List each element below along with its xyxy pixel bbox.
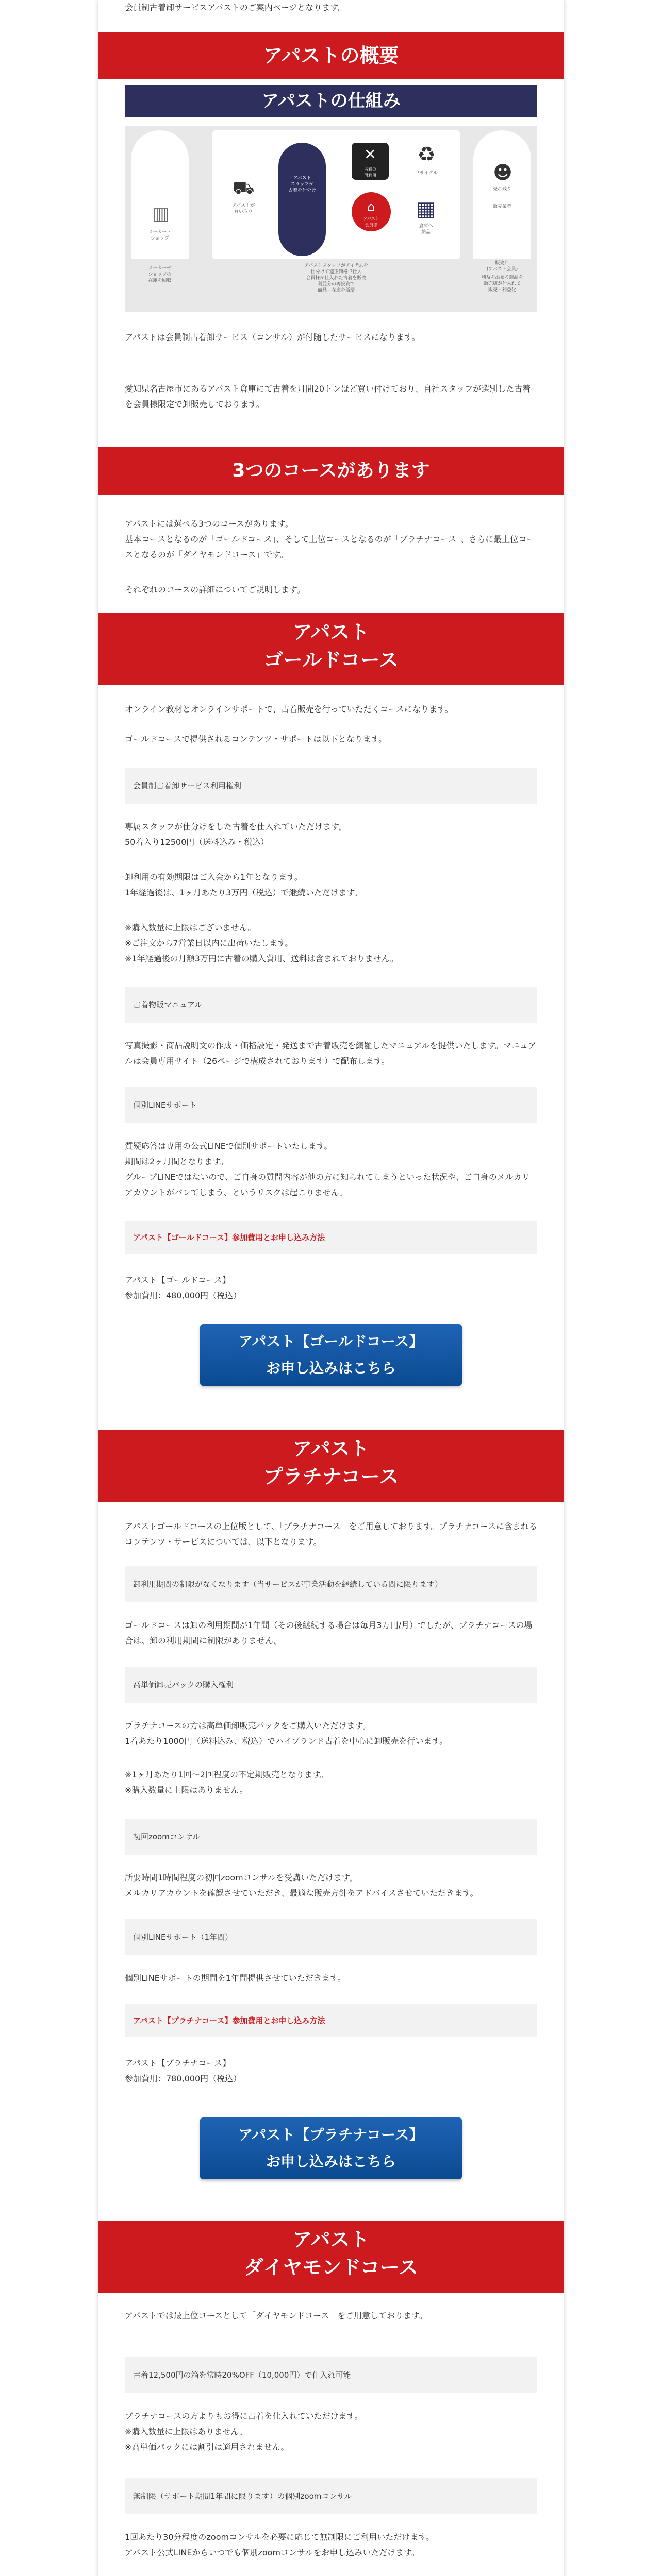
- courses-paragraph: それぞれのコースの詳細についてご説明します。: [125, 585, 305, 595]
- diagram-label: アパストが 買い取り: [231, 203, 255, 214]
- diagram-title: アパストの仕組み: [125, 85, 537, 117]
- diagram-staff-capsule: [278, 143, 326, 256]
- gold-box-text: 写真撮影・商品説明文の作成・価格設定・発送まで古着販売を網羅したマニュアルを提供いたします。マニュアルは会員専用サイト（26ページで構成されております）で配布します。: [125, 1041, 537, 1066]
- content-column: [98, 0, 564, 2576]
- platinum-apply-button[interactable]: アパスト【プラチナコース】 お申し込みはこちら: [200, 2117, 462, 2179]
- gold-box-text: 卸利用の有効期限はご入会から1年となります。 1年経過後は、1ヶ月あたり3万円（税込）で継続いただけます。: [125, 872, 363, 897]
- gold-box-manual: 古着物販マニュアル: [125, 987, 537, 1023]
- diagram-caption-right-title: 販売店 (アパスト会員): [486, 261, 518, 272]
- gold-box-line: 個別LINEサポート: [125, 1087, 537, 1123]
- section-heading-platinum: アパスト プラチナコース: [98, 1430, 564, 1502]
- gold-apply-link[interactable]: アパスト【ゴールドコース】参加費用とお申し込み方法: [125, 1221, 537, 1254]
- diagram-label: アパスト 会員様: [363, 216, 379, 227]
- overview-paragraph: アパストは会員制古着卸サービス（コンサル）が付随したサービスになります。: [125, 332, 420, 342]
- close-x-icon: ✕: [364, 146, 376, 163]
- diagram-arch-right: [473, 130, 531, 259]
- platinum-box-text: ゴールドコースは卸の利用期間が1年間（その後継続する場合は毎月3万円/月）でしたが、プラチナコースの場合は、卸の利用期間に制限がありません。: [125, 1620, 533, 1646]
- box-icon: ▥: [152, 204, 170, 224]
- diagram-label: アパスト スタッフが 古着を仕分け: [288, 176, 316, 193]
- diagram-label: 古着の 再利用: [364, 167, 376, 178]
- platinum-box-text: プラチナコースの方は高単価卸販売パックをご購入いただけます。 1着あたり1000円（送料込み、税込）でハイブランド古着を中心に卸販売を行います。: [125, 1721, 448, 1746]
- truck-icon: ⛟: [232, 178, 255, 198]
- platinum-box-line: 個別LINEサポート（1年間）: [125, 1919, 537, 1955]
- diagram-label: 売れ残り: [492, 187, 511, 192]
- gold-box-text: ※購入数量に上限はございません。 ※ご注文から7営業日以内に出荷いたします。 ※1年経過後の月額3万円に古着の購入費用、送料は含まれておりません。: [125, 923, 399, 963]
- gold-price: アパスト【ゴールドコース】 参加費用：480,000円（税込）: [125, 1275, 242, 1300]
- platinum-box-zoom: 初回zoomコンサル: [125, 1819, 537, 1855]
- gold-intro: ゴールドコースで提供されるコンテンツ・サポートは以下となります。: [125, 734, 387, 744]
- section-heading-diamond: アパスト ダイヤモンドコース: [98, 2221, 564, 2293]
- diagram-caption-right: 利益を出せる商品を 販売店が仕入れて 販売・利益化: [481, 275, 523, 293]
- diamond-intro: アパストでは最上位コースとして「ダイヤモンドコース」をご用意しております。: [125, 2311, 427, 2320]
- overview-paragraph: 愛知県名古屋市にあるアパスト倉庫にて古着を月間20トンほど買い付けており、自社スタッフが選別した古着を会員様限定で卸販売しております。: [125, 384, 531, 409]
- warehouse-icon: ▦: [416, 197, 436, 221]
- platinum-box-period: 卸利用期間の制限がなくなります（当サービスが事業活動を継続している間に限ります）: [125, 1566, 537, 1602]
- platinum-box-text: 個別LINEサポートの期間を1年間提供させていただきます。: [125, 1973, 346, 1983]
- platinum-intro: アパストゴールドコースの上位版として、「プラチナコース」をご用意しております。プラチナコースに含まれるコンテンツ・サービスについては、以下となります。: [125, 1521, 537, 1547]
- gold-box-wholesale: 会員制古着卸サービス利用権利: [125, 768, 537, 804]
- gold-box-text: 質疑応答は専用の公式LINEで個別サポートいたします。 期間は2ヶ月間となります。 グループLINEではないので、ご自身の質問内容が他の方に知られてしまうといった状況や、ご自身のメルカリアカウントがバレてしまう、というリスクは起こりません。: [125, 1141, 530, 1197]
- gold-apply-button[interactable]: アパスト【ゴールドコース】 お申し込みはこちら: [200, 1324, 462, 1386]
- diagram-label: リサイクル: [415, 171, 438, 176]
- gold-box-text: 専属スタッフが仕分けをした古着を仕入れていただけます。 50着入り12500円（送料込み・税込）: [125, 822, 347, 847]
- diagram-caption-center: アパストスタッフがアイテムを 仕分けて適正価格で仕入 会員様が仕入れた古着を販売 利益分の再投資で 商品・在庫を循環: [304, 263, 368, 293]
- diagram-label: 倉庫へ 納品: [419, 224, 433, 235]
- diamond-box-text: 1回あたり30分程度のzoomコンサルを必要に応じて無制限にご利用いただけます。 アパスト公式LINEからいつでも個別zoomコンサルをお申し込みいただけます。: [125, 2532, 435, 2557]
- courses-paragraph: アパストには選べる3つのコースがあります。 基本コースとなるのが「ゴールドコース」、そして上位コースとなるのが「プラチナコース」、さらに最上位コースとなるのが「ダイヤモンドコース」です。: [125, 519, 535, 560]
- platinum-apply-link[interactable]: アパスト【プラチナコース】参加費用とお申し込み方法: [125, 2004, 537, 2037]
- top-text: 会員制古着卸サービスアパストのご案内ページとなります。: [125, 3, 346, 12]
- recycle-icon: ♻: [417, 143, 436, 166]
- diamond-box-zoom: 無制限（サポート期間1年間に限ります）の個別zoomコンサル: [125, 2478, 537, 2514]
- diamond-box-discount: 古着12,500円の箱を常時20%OFF（10,000円）で仕入れ可能: [125, 2357, 537, 2393]
- people-icon: ☻: [493, 162, 512, 183]
- diamond-box-text: プラチナコースの方よりもお得に古着を仕入れていただけます。 ※購入数量に上限はありません。 ※高単価パックには割引は適用されません。: [125, 2411, 363, 2452]
- mechanism-diagram: [125, 85, 537, 312]
- platinum-box-highpack: 高単価卸売パックの購入権利: [125, 1667, 537, 1703]
- section-heading-courses: 3つのコースがあります: [98, 447, 564, 495]
- section-heading-overview: アパストの概要: [98, 32, 564, 79]
- gold-intro: オンライン教材とオンラインサポートで、古着販売を行っていただくコースになります。: [125, 704, 453, 714]
- diagram-label: メーカー・ ショップ: [148, 230, 172, 241]
- platinum-box-text: ※1ヶ月あたり1回〜2回程度の不定期販売となります。 ※購入数量に上限はありません。: [125, 1770, 328, 1795]
- section-heading-gold: アパスト ゴールドコース: [98, 613, 564, 685]
- diagram-caption-left: メーカーや ショップの 在庫を回収: [148, 266, 172, 283]
- diagram-label: 販売業者: [492, 204, 511, 209]
- store-icon: ⌂: [367, 199, 375, 214]
- platinum-box-text: 所要時間1時間程度の初回zoomコンサルを受講いただけます。 メルカリアカウントを確認させていただき、最適な販売方針をアドバイスさせていただきます。: [125, 1873, 478, 1898]
- platinum-price: アパスト【プラチナコース】 参加費用：780,000円（税込）: [125, 2058, 242, 2083]
